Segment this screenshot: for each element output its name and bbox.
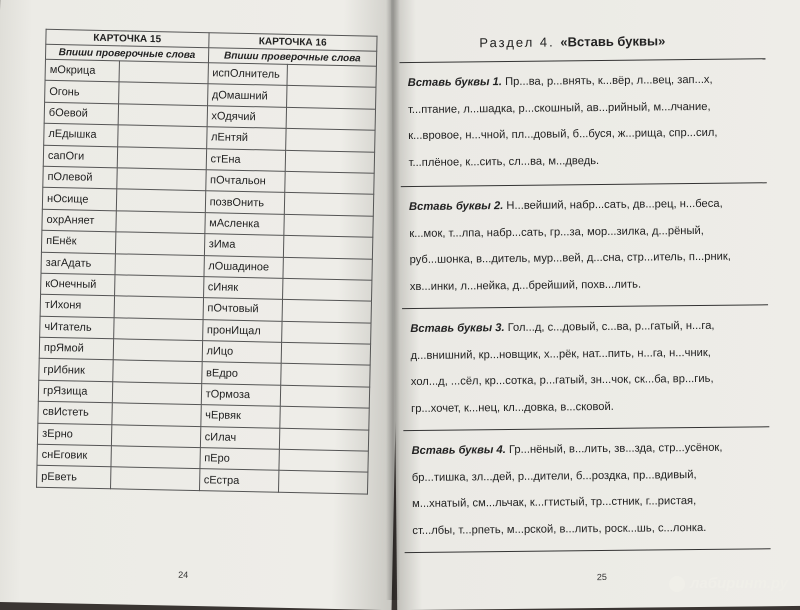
card15-answer-cell[interactable] — [115, 275, 204, 298]
exercise-line: т...птание, л...шадка, р...скошный, ав...рийный, м...лчание, — [407, 100, 711, 116]
card16-word: дОмашний — [207, 84, 287, 107]
watermark-text: лабиринт.ру — [690, 575, 788, 592]
card15-word: свИстеть — [38, 401, 112, 424]
exercise-text: Пр...ва, р...внять, к...вёр, л...вец, зап...х, — [505, 73, 713, 89]
exercise-heading: Вставь буквы 1. — [407, 76, 503, 90]
card15-word: зЕрно — [37, 423, 111, 446]
card16-answer-cell[interactable] — [286, 129, 375, 152]
exercise-text: Гол...д, с...довый, с...ва, р...гатый, н...га, — [507, 319, 715, 334]
exercise-line: бр...тишка, зл...дей, р...дители, б...роздка, пр...вдивый, — [411, 468, 697, 484]
watermark — [669, 575, 788, 592]
exercise-line: хол...д, ...сёл, кр...сотка, р...гатый, зн...чок, ск...ба, вр...гиь, — [410, 372, 714, 389]
card15-word: пОлевой — [43, 166, 117, 189]
card15-word: снЕговик — [37, 444, 111, 467]
card16-answer-cell[interactable] — [279, 449, 368, 472]
labirint-logo-icon — [669, 576, 685, 592]
card16-word: пЕро — [200, 448, 280, 471]
card15-answer-cell[interactable] — [113, 360, 202, 383]
divider — [403, 426, 769, 431]
card16-word: вЕдро — [201, 362, 281, 385]
exercise-4 — [411, 434, 764, 544]
exercise-2 — [409, 190, 762, 300]
card15-title: КАРТОЧКА 15 — [46, 29, 209, 47]
exercise-line: хв...инки, л...нейка, д...брейший, похв...лить. — [409, 278, 642, 293]
card15-word: Огонь — [45, 81, 119, 104]
card15-word: кОнечный — [41, 273, 115, 296]
card15-answer-cell[interactable] — [118, 104, 207, 127]
card15-word: загАдать — [41, 252, 115, 275]
exercise-heading: Вставь буквы 2. — [408, 200, 504, 214]
card16-word: лЕнтяй — [206, 127, 286, 150]
card15-word: тИхоня — [40, 295, 114, 318]
card15-word: нОсище — [42, 188, 116, 211]
word-table-body — [37, 59, 377, 494]
card16-word: лИцо — [202, 341, 282, 364]
section-prefix: Раздел 4. — [479, 34, 555, 51]
card15-word: пЕнёк — [41, 230, 115, 253]
card16-word: хОдячий — [207, 105, 287, 128]
card15-word: охрАняет — [42, 209, 116, 232]
card16-word: сИняк — [203, 277, 283, 300]
card15-word: сапОги — [43, 145, 117, 168]
exercise-line: д...внишний, кр...новщик, х...рёк, нат...пить, н...га, н...чник, — [410, 346, 711, 362]
card16-word: мАсленка — [204, 212, 284, 235]
exercise-line — [409, 190, 761, 220]
card15-answer-cell[interactable] — [114, 296, 203, 319]
card16-answer-cell[interactable] — [281, 364, 370, 387]
card16-answer-cell[interactable] — [280, 428, 369, 451]
page-number-right: 25 — [596, 571, 607, 583]
card15-answer-cell[interactable] — [113, 339, 202, 362]
card16-word: лОшадиное — [204, 255, 284, 278]
card15-answer-cell[interactable] — [111, 446, 200, 469]
exercise-line: гр...хочет, к...нец, кл...довка, в...сковой. — [411, 400, 614, 415]
card16-answer-cell[interactable] — [285, 193, 374, 216]
card16-subtitle: Впиши проверочные слова — [208, 48, 377, 67]
exercise-line: к...мок, т...лпа, набр...сать, гр...за, мор...зилка, д...рёный, — [409, 224, 704, 240]
card16-word: пОчтальон — [205, 170, 285, 193]
exercise-text: Н...вейший, набр...сать, дв...рец, н...беса, — [506, 197, 723, 212]
card16-word: тОрмоза — [201, 383, 281, 406]
card15-answer-cell[interactable] — [118, 125, 207, 148]
divider — [399, 58, 765, 63]
card16-word: пронИщал — [202, 319, 282, 342]
exercise-line: т...плёное, к...сить, сл...ва, м...дведь. — [408, 154, 600, 169]
card15-word: рЕветь — [37, 466, 111, 489]
card15-answer-cell[interactable] — [116, 211, 205, 234]
card16-word: позвОнить — [205, 191, 285, 214]
divider — [405, 548, 771, 553]
card15-answer-cell[interactable] — [116, 189, 205, 212]
exercise-line — [410, 312, 762, 342]
card16-word: стЕна — [206, 148, 286, 171]
card16-answer-cell[interactable] — [286, 107, 375, 130]
section-name: «Вставь буквы» — [560, 33, 666, 50]
exercise-line: руб...шонка, в...дитель, мур...вей, д...сна, стр...итель, п...рник, — [409, 250, 731, 267]
right-page — [391, 0, 800, 610]
card15-subtitle: Впиши проверочные слова — [45, 44, 208, 62]
card15-word: бОевой — [44, 102, 118, 125]
card16-answer-cell[interactable] — [287, 64, 376, 87]
card16-word: зИма — [204, 234, 284, 257]
card15-answer-cell[interactable] — [112, 403, 201, 426]
exercise-3 — [410, 312, 763, 422]
card15-word: прЯмой — [39, 337, 113, 360]
card16-title: КАРТОЧКА 16 — [208, 33, 377, 52]
card15-answer-cell[interactable] — [117, 146, 206, 169]
page-number-left: 24 — [178, 569, 189, 580]
card16-answer-cell[interactable] — [282, 321, 371, 344]
section-title — [479, 33, 665, 50]
card15-answer-cell[interactable] — [111, 424, 200, 447]
card16-answer-cell[interactable] — [282, 300, 371, 323]
card15-answer-cell[interactable] — [117, 168, 206, 191]
card15-answer-cell[interactable] — [119, 61, 208, 84]
card15-word: лЕдышка — [44, 123, 118, 146]
card16-answer-cell[interactable] — [284, 235, 373, 258]
divider — [401, 182, 767, 187]
word-table — [36, 29, 378, 495]
card15-answer-cell[interactable] — [115, 253, 204, 276]
card15-word: чИтатель — [40, 316, 114, 339]
card15-answer-cell[interactable] — [112, 382, 201, 405]
card16-word: сЕстра — [199, 469, 279, 492]
exercise-heading: Вставь буквы 4. — [411, 444, 506, 458]
card16-answer-cell[interactable] — [280, 407, 369, 430]
exercise-text: Гр...нёный, в...лить, зв...зда, стр...усёнок, — [508, 441, 723, 456]
exercise-line: м...хнатый, см...льчак, к...гтистый, тр...стник, г...ристая, — [412, 495, 697, 510]
card16-answer-cell[interactable] — [284, 214, 373, 237]
card15-word: мОкрица — [45, 59, 119, 82]
card16-answer-cell[interactable] — [281, 385, 370, 408]
card16-answer-cell[interactable] — [282, 342, 371, 365]
card15-answer-cell[interactable] — [119, 82, 208, 105]
card16-word: пОчтовый — [203, 298, 283, 321]
card16-answer-cell[interactable] — [283, 257, 372, 280]
card15-answer-cell[interactable] — [114, 317, 203, 340]
card16-answer-cell[interactable] — [285, 171, 374, 194]
card16-answer-cell[interactable] — [279, 471, 368, 494]
card15-word: грЯзища — [38, 380, 112, 403]
divider — [402, 304, 768, 309]
card16-answer-cell[interactable] — [287, 86, 376, 109]
exercise-line: ст...лбы, т...рпеть, м...рской, в...лить, роск...шь, с...лонка. — [412, 521, 707, 537]
card16-word: чЕрвяк — [200, 405, 280, 428]
card15-word: грИбник — [39, 359, 113, 382]
exercise-line — [411, 434, 763, 464]
card16-answer-cell[interactable] — [286, 150, 375, 173]
exercise-1 — [408, 66, 761, 176]
exercise-line: к...вровое, н...чной, пл...довый, б...буся, ж...рища, спр...сил, — [408, 126, 718, 143]
book-gutter — [386, 0, 400, 600]
card16-word: испОлнитель — [208, 63, 288, 86]
card15-answer-cell[interactable] — [115, 232, 204, 255]
card16-word: сИлач — [200, 426, 280, 449]
exercise-heading: Вставь буквы 3. — [410, 322, 505, 336]
exercise-line — [408, 66, 760, 96]
card15-answer-cell[interactable] — [111, 467, 200, 490]
card16-answer-cell[interactable] — [283, 278, 372, 301]
